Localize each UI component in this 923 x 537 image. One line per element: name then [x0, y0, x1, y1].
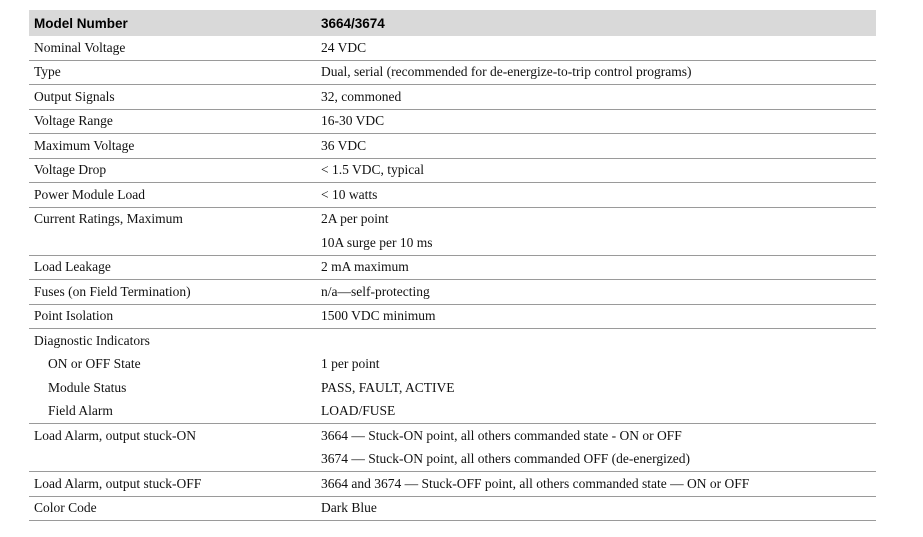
spec-value: 3664 — Stuck-ON point, all others commanded state - ON or OFF — [321, 427, 682, 443]
spec-value: 1 per point — [321, 356, 380, 372]
spec-row — [29, 280, 876, 305]
spec-row — [29, 256, 876, 281]
spec-row — [29, 85, 876, 110]
spec-label: Voltage Range — [34, 113, 113, 129]
spec-value: < 10 watts — [321, 186, 378, 202]
spec-label: Type — [34, 64, 61, 80]
spec-value: 32, commoned — [321, 88, 402, 104]
spec-row — [29, 159, 876, 184]
spec-line — [29, 159, 876, 183]
spec-value: 3674 — Stuck-ON point, all others commanded OFF (de-energized) — [321, 451, 691, 467]
header-label: Model Number — [34, 15, 128, 31]
spec-value: < 1.5 VDC, typical — [321, 162, 424, 178]
spec-line — [29, 448, 876, 472]
spec-sublabel: ON or OFF State — [48, 356, 141, 372]
spec-label: Diagnostic Indicators — [34, 332, 150, 348]
spec-line — [29, 61, 876, 85]
spec-sublabel: Field Alarm — [48, 403, 113, 419]
spec-value: 10A surge per 10 ms — [321, 234, 433, 250]
spec-row — [29, 497, 876, 522]
spec-value: Dual, serial (recommended for de-energize-to-trip control programs) — [321, 64, 692, 80]
spec-row — [29, 424, 876, 472]
spec-line — [29, 134, 876, 158]
spec-line — [29, 280, 876, 304]
spec-line — [29, 353, 876, 377]
spec-value: Dark Blue — [321, 500, 377, 516]
spec-line — [29, 256, 876, 280]
header-value: 3664/3674 — [321, 15, 385, 31]
spec-value: 3664 and 3674 — Stuck-OFF point, all others commanded state — ON or OFF — [321, 475, 750, 491]
spec-line — [29, 36, 876, 60]
spec-label: Fuses (on Field Termination) — [34, 283, 191, 299]
spec-value: 24 VDC — [321, 39, 367, 55]
spec-value: LOAD/FUSE — [321, 403, 396, 419]
spec-table — [29, 10, 876, 521]
spec-line — [29, 110, 876, 134]
spec-value: n/a—self-protecting — [321, 283, 430, 299]
spec-row — [29, 110, 876, 135]
spec-value: 36 VDC — [321, 137, 367, 153]
spec-row — [29, 305, 876, 330]
spec-value: 2A per point — [321, 211, 389, 227]
spec-value: 1500 VDC minimum — [321, 308, 436, 324]
table-header-row — [29, 10, 876, 36]
spec-row — [29, 61, 876, 86]
spec-line — [29, 208, 876, 232]
spec-row — [29, 134, 876, 159]
spec-label: Current Ratings, Maximum — [34, 211, 183, 227]
spec-line — [29, 376, 876, 400]
spec-value: PASS, FAULT, ACTIVE — [321, 379, 455, 395]
spec-label: Maximum Voltage — [34, 137, 135, 153]
spec-line — [29, 400, 876, 424]
spec-line — [29, 497, 876, 521]
spec-row — [29, 183, 876, 208]
spec-value: 2 mA maximum — [321, 259, 409, 275]
spec-row — [29, 36, 876, 61]
spec-label: Color Code — [34, 500, 97, 516]
spec-label: Load Alarm, output stuck-ON — [34, 427, 196, 443]
spec-row — [29, 329, 876, 424]
spec-line — [29, 329, 876, 353]
spec-label: Point Isolation — [34, 308, 114, 324]
spec-value: 16-30 VDC — [321, 113, 385, 129]
spec-label: Nominal Voltage — [34, 39, 126, 55]
spec-line — [29, 424, 876, 448]
spec-label: Load Alarm, output stuck-OFF — [34, 475, 202, 491]
spec-sublabel: Module Status — [48, 379, 127, 395]
spec-row — [29, 208, 876, 256]
spec-label: Load Leakage — [34, 259, 111, 275]
spec-label: Power Module Load — [34, 186, 145, 202]
spec-line — [29, 183, 876, 207]
spec-label: Voltage Drop — [34, 162, 107, 178]
spec-line — [29, 472, 876, 496]
spec-line — [29, 85, 876, 109]
spec-line — [29, 231, 876, 255]
spec-label: Output Signals — [34, 88, 115, 104]
spec-row — [29, 472, 876, 497]
spec-line — [29, 305, 876, 329]
